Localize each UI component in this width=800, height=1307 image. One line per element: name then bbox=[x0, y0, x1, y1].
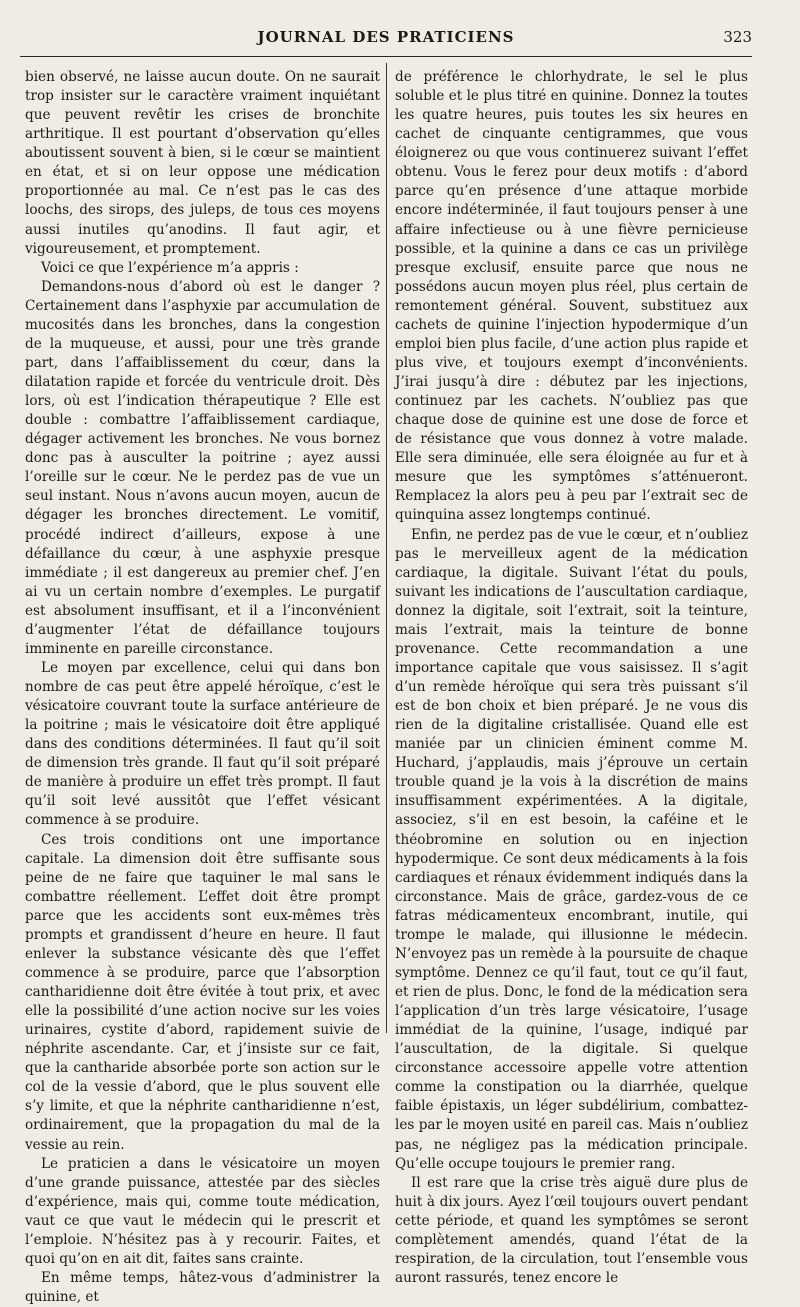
paragraph: de préférence le chlorhydrate, le sel le plus soluble et le plus titré en quinine. Donnez la toutes les quatre heures, puis toutes les six heures en cachet de cinquante centigrammes, que vous éloignerez ou que vous continuerez suivant l’effet obtenu. Vous le ferez pour deux motifs : d’abord parce qu’en présence d’une attaque morbide encore indéterminée, il faut toujours penser à une affaire infectieuse ou à une fièvre pernicieuse possible, et la quinine a dans ce cas un privilège presque exclusif, ensuite parce que nous ne possédons aucun moyen plus réel, plus certain de remontement général. Souvent, substituez aux cachets de quinine l’injection hypodermique d’un emploi bien plus facile, d’une action plus rapide et plus vive, et toujours exempt d’inconvénients. J’irai jusqu’à dire : débutez par les injections, continuez par les cachets. N’oubliez pas que chaque dose de quinine est une dose de force et de résistance que vous donnez à votre malade. Elle sera diminuée, elle sera éloignée au fur et à mesure que les symptômes s’atténueront. Remplacez la alors peu à peu par l’extrait sec de quinquina assez longtemps continué. bbox=[395, 69, 748, 524]
paragraph: Il est rare que la crise très aiguë dure plus de huit à dix jours. Ayez l’œil toujours ouvert pendant cette période, et quand les symptômes se seront complètement amendés, quand l’état de la respiration, de la circulation, tout l’ensemble vous auront rassurés, tenez encore le bbox=[395, 1174, 748, 1286]
left-column bbox=[25, 68, 380, 1307]
header-rule bbox=[20, 56, 752, 57]
column-divider bbox=[386, 63, 387, 1033]
paragraph: Demandons-nous d’abord où est le danger ? Certainement dans l’asphyxie par accumulation de mucosités dans les bronches, dans la congestion de la muqueuse, et aussi, pour une très grande part, dans l’affaiblissement du cœur, dans la dilatation rapide et forcée du ventricule droit. Dès lors, où est l’indication thérapeutique ? Elle est double : combattre l’affaiblissement cardiaque, dégager activement les bronches. Ne vous bornez donc pas à ausculter la poitrine ; ayez aussi l’oreille sur le cœur. Ne le perdez pas de vue un seul instant. Nous n’avons aucun moyen, aucun de dégager les bronches directement. Le vomitif, procédé indirect d’ailleurs, expose à une défaillance du cœur, à une asphyxie presque immédiate ; il est dangereux au premier chef. J’en ai vu un certain nombre d’exemples. Le purgatif est absolument insuffisant, et il a l’inconvénient d’augmenter l’état de défaillance toujours imminente en pareille circonstance. bbox=[25, 278, 380, 657]
paragraph: Le moyen par excellence, celui qui dans bon nombre de cas peut être appelé héroïque, c’est le vésicatoire couvrant toute la surface antérieure de la poitrine ; mais le vésicatoire doit être appliqué dans des conditions déterminées. Il faut qu’il soit de dimension très grande. Il faut qu’il soit préparé de manière à produire un effet très prompt. Il faut qu’il soit levé aussitôt que l’effet vésicant commence à se produire. bbox=[25, 659, 380, 829]
page-number: 323 bbox=[723, 28, 752, 46]
paragraph: Enfin, ne perdez pas de vue le cœur, et n’oubliez pas le merveilleux agent de la médication cardiaque, la digitale. Suivant l’état du pouls, suivant les indications de l’auscultation cardiaque, donnez la digitale, soit l’extrait, soit la teinture, mais l’extrait, mais la teinture de bonne provenance. Cette recommandation a une importance capitale que vous saisissez. Il s’agit d’un remède héroïque qui sera très puissant s’il est de bon choix et bien préparé. Je ne vous dis rien de la digitaline cristallisée. Quand elle est maniée par un clinicien éminent comme M. Huchard, j’applaudis, mais j’éprouve un certain trouble quand je la vois à la discrétion de mains insuffisamment expérimentées. A la digitale, associez, s’il en est besoin, la caféine et le théobromine en solution ou en injection hypodermique. Ce sont deux médicaments à la fois cardiaques et rénaux évidemment indiqués dans la circonstance. Mais de grâce, gardez-vous de ce fatras médicamenteux encombrant, inutile, qui trompe le malade, qui illusionne le médecin. N’envoyez pas un remède à la poursuite de chaque symptôme. Dennez ce qu’il faut, tout ce qu’il faut, et rien de plus. Donc, le fond de la médication sera l’application d’un très large vésicatoire, l’usage immédiat de la quinine, l’usage, indiqué par l’auscultation, de la digitale. Si quelque circonstance accessoire appelle votre attention comme la constipation ou la diarrhée, quelque faible épistaxis, un léger subdélirium, combattez-les par le moyen usité en pareil cas. Mais n’oubliez pas, ne négligez pas la médication principale. Qu’elle occupe toujours le premier rang. bbox=[395, 526, 748, 1172]
paragraph: bien observé, ne laisse aucun doute. On ne saurait trop insister sur le caractère vraiment inquiétant que peuvent revêtir les crises de bronchite arthritique. Il est pourtant d’observation qu’elles aboutissent souvent à bien, si le cœur se maintient en état, et si on leur oppose une médication proportionnée au mal. Ce n’est pas le cas des loochs, des sirops, des juleps, de tous ces moyens aussi inutiles qu’anodins. Il faut agir, et vigoureusement, et promptement. bbox=[25, 69, 380, 257]
journal-title: JOURNAL DES PRATICIENS bbox=[257, 28, 515, 46]
paragraph: En même temps, hâtez-vous d’administrer la quinine, et bbox=[25, 1269, 380, 1305]
paragraph: Ces trois conditions ont une importance capitale. La dimension doit être suffisante sous peine de ne faire que taquiner le mal sans le combattre réellement. L’effet doit être prompt parce que les accidents sont eux-mêmes très prompts et grandissent d’heure en heure. Il faut enlever la substance vésicante dès que l’effet commence à se produire, parce que l’absorption cantharidienne doit être évitée à tout prix, et avec elle la possibilité d’une action nocive sur les voies urinaires, cystite d’abord, rapidement suivie de néphrite ascendante. Car, et j’insiste sur ce fait, que la cantharide absorbée porte son action sur le col de la vessie d’abord, que le plus souvent elle s’y limite, et que la néphrite cantharidienne n’est, ordinairement, que la propagation du mal de la vessie au rein. bbox=[25, 831, 380, 1153]
paragraph: Le praticien a dans le vésicatoire un moyen d’une grande puissance, attestée par des siècles d’expérience, mais qui, comme toute médication, vaut ce que vaut le médecin qui le prescrit et l’emploie. N’hésitez pas à y recourir. Faites, et quoi qu’on en ait dit, faites sans crainte. bbox=[25, 1155, 380, 1267]
right-column bbox=[395, 68, 748, 1288]
page-header bbox=[20, 28, 752, 50]
paragraph: Voici ce que l’expérience m’a appris : bbox=[41, 259, 299, 276]
